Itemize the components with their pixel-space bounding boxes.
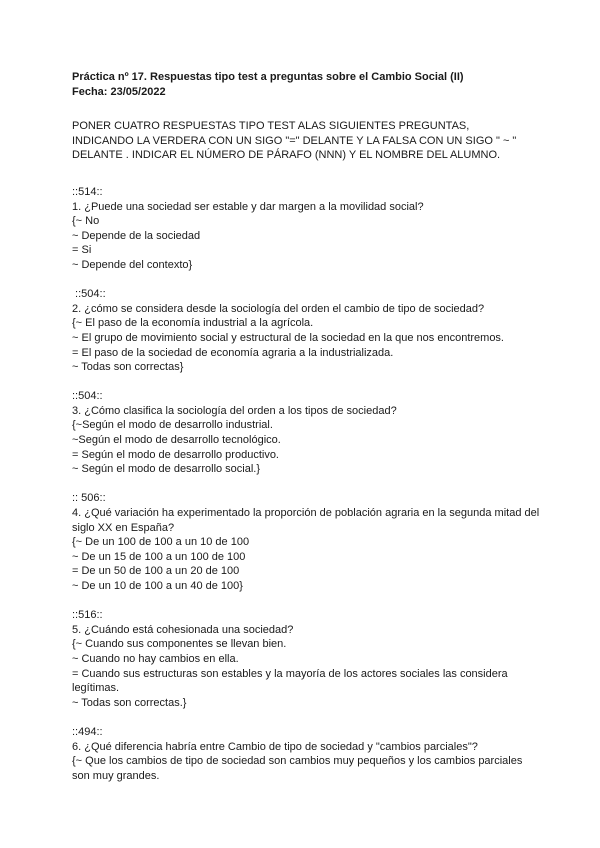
instructions-line: INDICANDO LA VERDERA CON UN SIGO "=" DELANTE Y LA FALSA CON UN SIGO " ~ "	[72, 134, 517, 147]
question-code: ::504::	[72, 390, 103, 403]
question-code: ::504::	[72, 288, 106, 301]
document-header	[72, 70, 542, 99]
answer-option: ~ De un 10 de 100 a un 40 de 100}	[72, 580, 243, 592]
answer-option: {~ Que los cambios de tipo de sociedad son cambios muy pequeños y los cambios parciales son muy grandes.	[72, 755, 523, 782]
answer-option: ~ Depende de la sociedad	[72, 229, 201, 242]
question-block-2	[72, 287, 542, 375]
answer-option: {~ No	[72, 215, 100, 228]
answer-option: = El paso de la sociedad de economía agraria a la industrializada.	[72, 346, 394, 359]
answer-option: = Cuando sus estructuras son estables y la mayoría de los actores sociales las considera legítimas.	[72, 667, 508, 695]
answer-option: ~ El grupo de movimiento social y estructural de la sociedad en la que nos encontremos.	[72, 331, 504, 344]
question-code: :: 506::	[72, 492, 106, 505]
question-text: 6. ¿Qué diferencia habría entre Cambio de tipo de sociedad y "cambios parciales"?	[72, 740, 478, 753]
answer-option: {~ El paso de la economía industrial a la agrícola.	[72, 317, 314, 330]
answer-option: {~ De un 100 de 100 a un 10 de 100	[72, 536, 250, 549]
document-page	[72, 70, 542, 798]
question-code: ::514::	[72, 185, 103, 198]
question-text: 3. ¿Cómo clasifica la sociología del orden a los tipos de sociedad?	[72, 404, 397, 417]
answer-option: {~ Cuando sus componentes se llevan bien.	[72, 638, 287, 651]
instructions-line: DELANTE . INDICAR EL NÚMERO DE PÁRAFO (NNN) Y EL NOMBRE DEL ALUMNO.	[72, 149, 501, 162]
answer-option: ~ Cuando no hay cambios en ella.	[72, 652, 239, 665]
answer-option: = Si	[72, 244, 92, 257]
answer-option: ~ Todas son correctas}	[72, 361, 184, 374]
question-text: 2. ¿cómo se considera desde la sociología del orden el cambio de tipo de sociedad?	[72, 302, 485, 315]
question-block-3	[72, 389, 542, 477]
answer-option: = Según el modo de desarrollo productivo.	[72, 448, 279, 461]
question-code: ::516::	[72, 609, 103, 622]
question-text: 1. ¿Puede una sociedad ser estable y dar margen a la movilidad social?	[72, 200, 424, 213]
answer-option: ~ Según el modo de desarrollo social.}	[72, 463, 261, 476]
instructions-line: PONER CUATRO RESPUESTAS TIPO TEST ALAS SIGUIENTES PREGUNTAS,	[72, 120, 470, 133]
answer-option: = De un 50 de 100 a un 20 de 100	[72, 565, 240, 578]
answer-option: {~Según el modo de desarrollo industrial.	[72, 419, 273, 432]
document-title: Práctica nº 17. Respuestas tipo test a preguntas sobre el Cambio Social (II)	[72, 71, 464, 83]
question-block-1	[72, 185, 542, 273]
answer-option: ~ Depende del contexto}	[72, 258, 193, 271]
question-block-5	[72, 608, 542, 710]
answer-option: ~ Todas son correctas.}	[72, 696, 187, 709]
question-text: 4. ¿Qué variación ha experimentado la proporción de población agraria en la segunda mitad del siglo XX en España?	[72, 507, 540, 534]
question-block-6	[72, 725, 542, 783]
answer-option: ~ De un 15 de 100 a un 100 de 100	[72, 550, 246, 563]
question-block-4	[72, 491, 542, 593]
document-date: Fecha: 23/05/2022	[72, 85, 166, 98]
answer-option: ~Según el modo de desarrollo tecnológico.	[72, 434, 281, 447]
question-text: 5. ¿Cuándo está cohesionada una sociedad?	[72, 623, 294, 636]
instructions-paragraph	[72, 119, 542, 163]
question-code: ::494::	[72, 725, 103, 738]
